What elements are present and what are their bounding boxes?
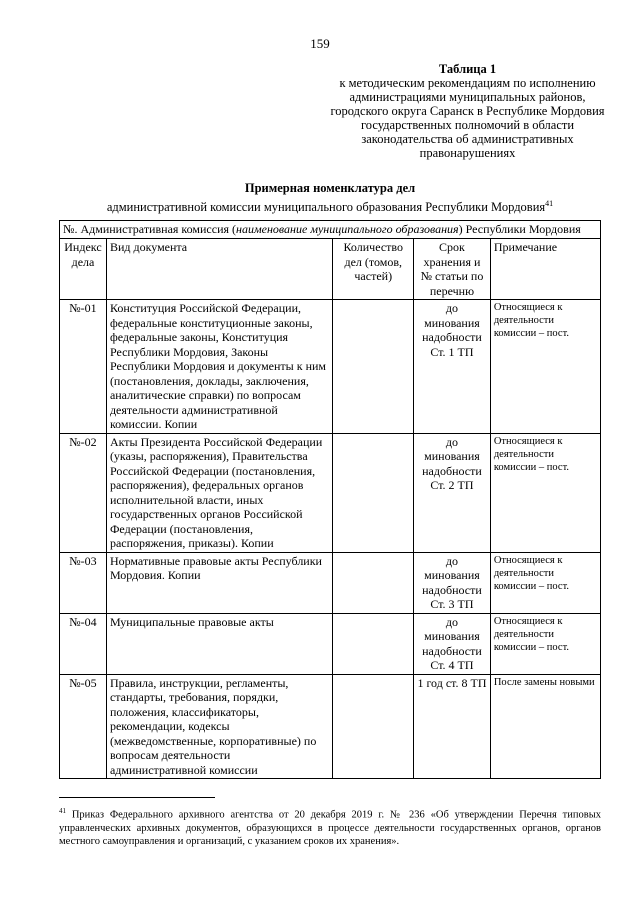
row-retention: до минования надобности Ст. 4 ТП [414,613,491,674]
commission-prefix: №. Административная комиссия ( [63,222,237,236]
appendix-block [330,62,605,160]
commission-row [60,221,601,239]
header-retention: Срок хранения и № статьи по перечню [414,239,491,300]
row-retention: до минования надобности Ст. 3 ТП [414,552,491,613]
row-document-type: Правила, инструкции, регламенты, стандарты, требования, порядки, положения, классификаторы, рекомендации, кодексы (межведомственные, корпоративные) по вопросам деятельности административной комиссии [106,674,332,779]
page-number: 159 [310,36,330,51]
row-document-type: Конституция Российской Федерации, федеральные конституционные законы, федеральные законы, Конституция Республики Мордовия, Законы Республики Мордовия и документы к ним (постановления, доклады, заключения, аналитические справки) по вопросам деятельности административной комиссии. Копии [106,300,332,434]
document-title [60,181,600,215]
footnote-text: Приказ Федерального архивного агентства от 20 декабря 2019 г. № 236 «Об утверждении Перечня типовых управленческих архивных документов, образующихся в процессе деятельности государственных органов, органов местного самоуправления и организаций, с указанием сроков их хранения». [59,809,601,847]
row-index: №-03 [60,552,107,613]
row-index: №-05 [60,674,107,779]
row-retention: до минования надобности Ст. 1 ТП [414,300,491,434]
row-retention: 1 год ст. 8 ТП [414,674,491,779]
header-document-type: Вид документа [106,239,332,300]
header-note: Примечание [490,239,600,300]
row-note: Относящиеся к деятельности комиссии – пост. [490,613,600,674]
table-row [60,300,601,434]
row-count [333,552,414,613]
row-index: №-01 [60,300,107,434]
commission-suffix: ) Республики Мордовия [458,222,581,236]
footnote-reference: 41 [545,199,554,208]
row-index: №-04 [60,613,107,674]
appendix-title: Таблица 1 [438,62,497,76]
commission-cell [60,221,601,239]
row-index: №-02 [60,433,107,552]
document-title-line2 [60,196,600,215]
header-index: Индекс дела [60,239,107,300]
row-note: Относящиеся к деятельности комиссии – пост. [490,433,600,552]
document-title-line2-text: административной комиссии муниципального образования Республики Мордовия [106,200,546,215]
table-header-row [60,239,601,300]
table-row [60,552,601,613]
row-note: Относящиеся к деятельности комиссии – пост. [490,300,600,434]
row-note: Относящиеся к деятельности комиссии – пост. [490,552,600,613]
header-count: Количество дел (томов, частей) [333,239,414,300]
row-document-type: Акты Президента Российской Федерации (указы, распоряжения), Правительства Российской Федерации (постановления, распоряжения), федеральных органов исполнительной власти, иных государственных органов Российской Федерации (постановления, распоряжения, приказы). Копии [106,433,332,552]
table-row [60,613,601,674]
table-row [60,433,601,552]
row-document-type: Нормативные правовые акты Республики Мордовия. Копии [106,552,332,613]
row-count [333,433,414,552]
row-retention: до минования надобности Ст. 2 ТП [414,433,491,552]
table-row [60,674,601,779]
document-title-line1: Примерная номенклатура дел [244,181,416,195]
footnote-mark: 41 [59,807,66,815]
footnote [59,805,601,848]
row-count [333,613,414,674]
row-count [333,300,414,434]
nomenclature-table [59,220,601,779]
footnote-divider [59,797,215,798]
appendix-text: к методическим рекомендациям по исполнению администрациями муниципальных районов, городского округа Саранск в Республике Мордовия государственных полномочий в области законодательства об административных правонарушениях [330,76,605,160]
row-document-type: Муниципальные правовые акты [106,613,332,674]
commission-placeholder: наименование муниципального образования [236,222,459,236]
row-count [333,674,414,779]
row-note: После замены новыми [490,674,600,779]
